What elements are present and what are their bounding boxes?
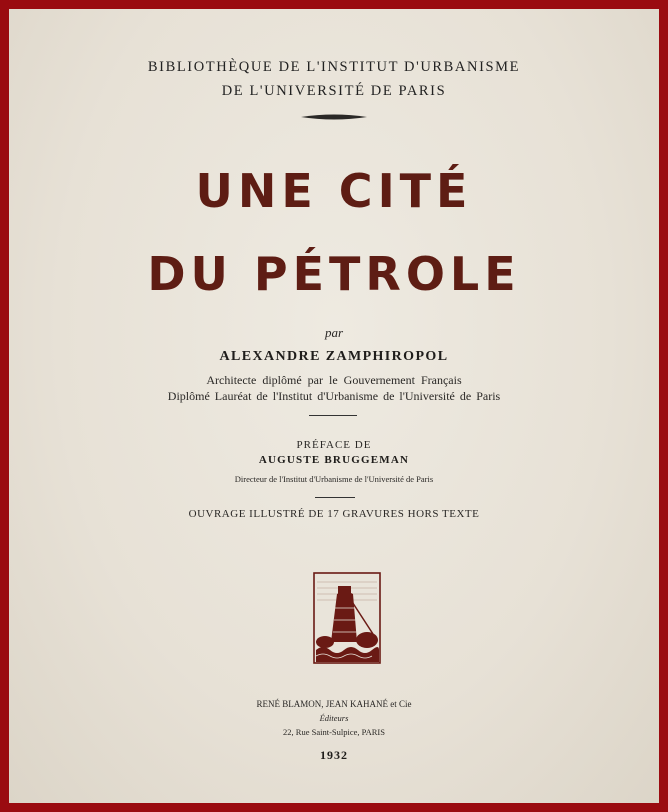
book-title-line-2: DU PÉTROLE: [147, 247, 521, 301]
series-header-line-2: DE L'UNIVERSITÉ DE PARIS: [221, 83, 447, 99]
preface-label: PRÉFACE DE: [296, 439, 372, 451]
author-credential-1: Architecte diplômé par le Gouvernement Français: [206, 373, 462, 387]
publisher-role: Éditeurs: [319, 713, 349, 723]
publication-year: 1932: [320, 748, 348, 762]
derrick-engraving: [313, 572, 381, 664]
preface-author-role: Directeur de l'Institut d'Urbanisme de l'Université de Paris: [234, 474, 434, 484]
series-header-line-1: BIBLIOTHÈQUE DE L'INSTITUT D'URBANISME: [147, 59, 521, 75]
header-ornament: [9, 108, 659, 126]
book-title-line-1: UNE CITÉ: [195, 164, 473, 218]
divider-1: [309, 415, 357, 416]
divider-2: [315, 497, 355, 498]
publisher-name: RENÉ BLAMON, JEAN KAHANÉ et Cie: [256, 699, 412, 709]
title-page: [9, 9, 659, 803]
author-name: ALEXANDRE ZAMPHIROPOL: [219, 349, 449, 364]
preface-author-name: AUGUSTE BRUGGEMAN: [258, 454, 410, 466]
author-credential-2: Diplômé Lauréat de l'Institut d'Urbanisme de l'Université de Paris: [167, 389, 501, 403]
publisher-address: 22, Rue Saint-Sulpice, PARIS: [283, 727, 385, 737]
by-label: par: [324, 325, 344, 340]
illustration-note: OUVRAGE ILLUSTRÉ DE 17 GRAVURES HORS TEXTE: [188, 508, 480, 520]
